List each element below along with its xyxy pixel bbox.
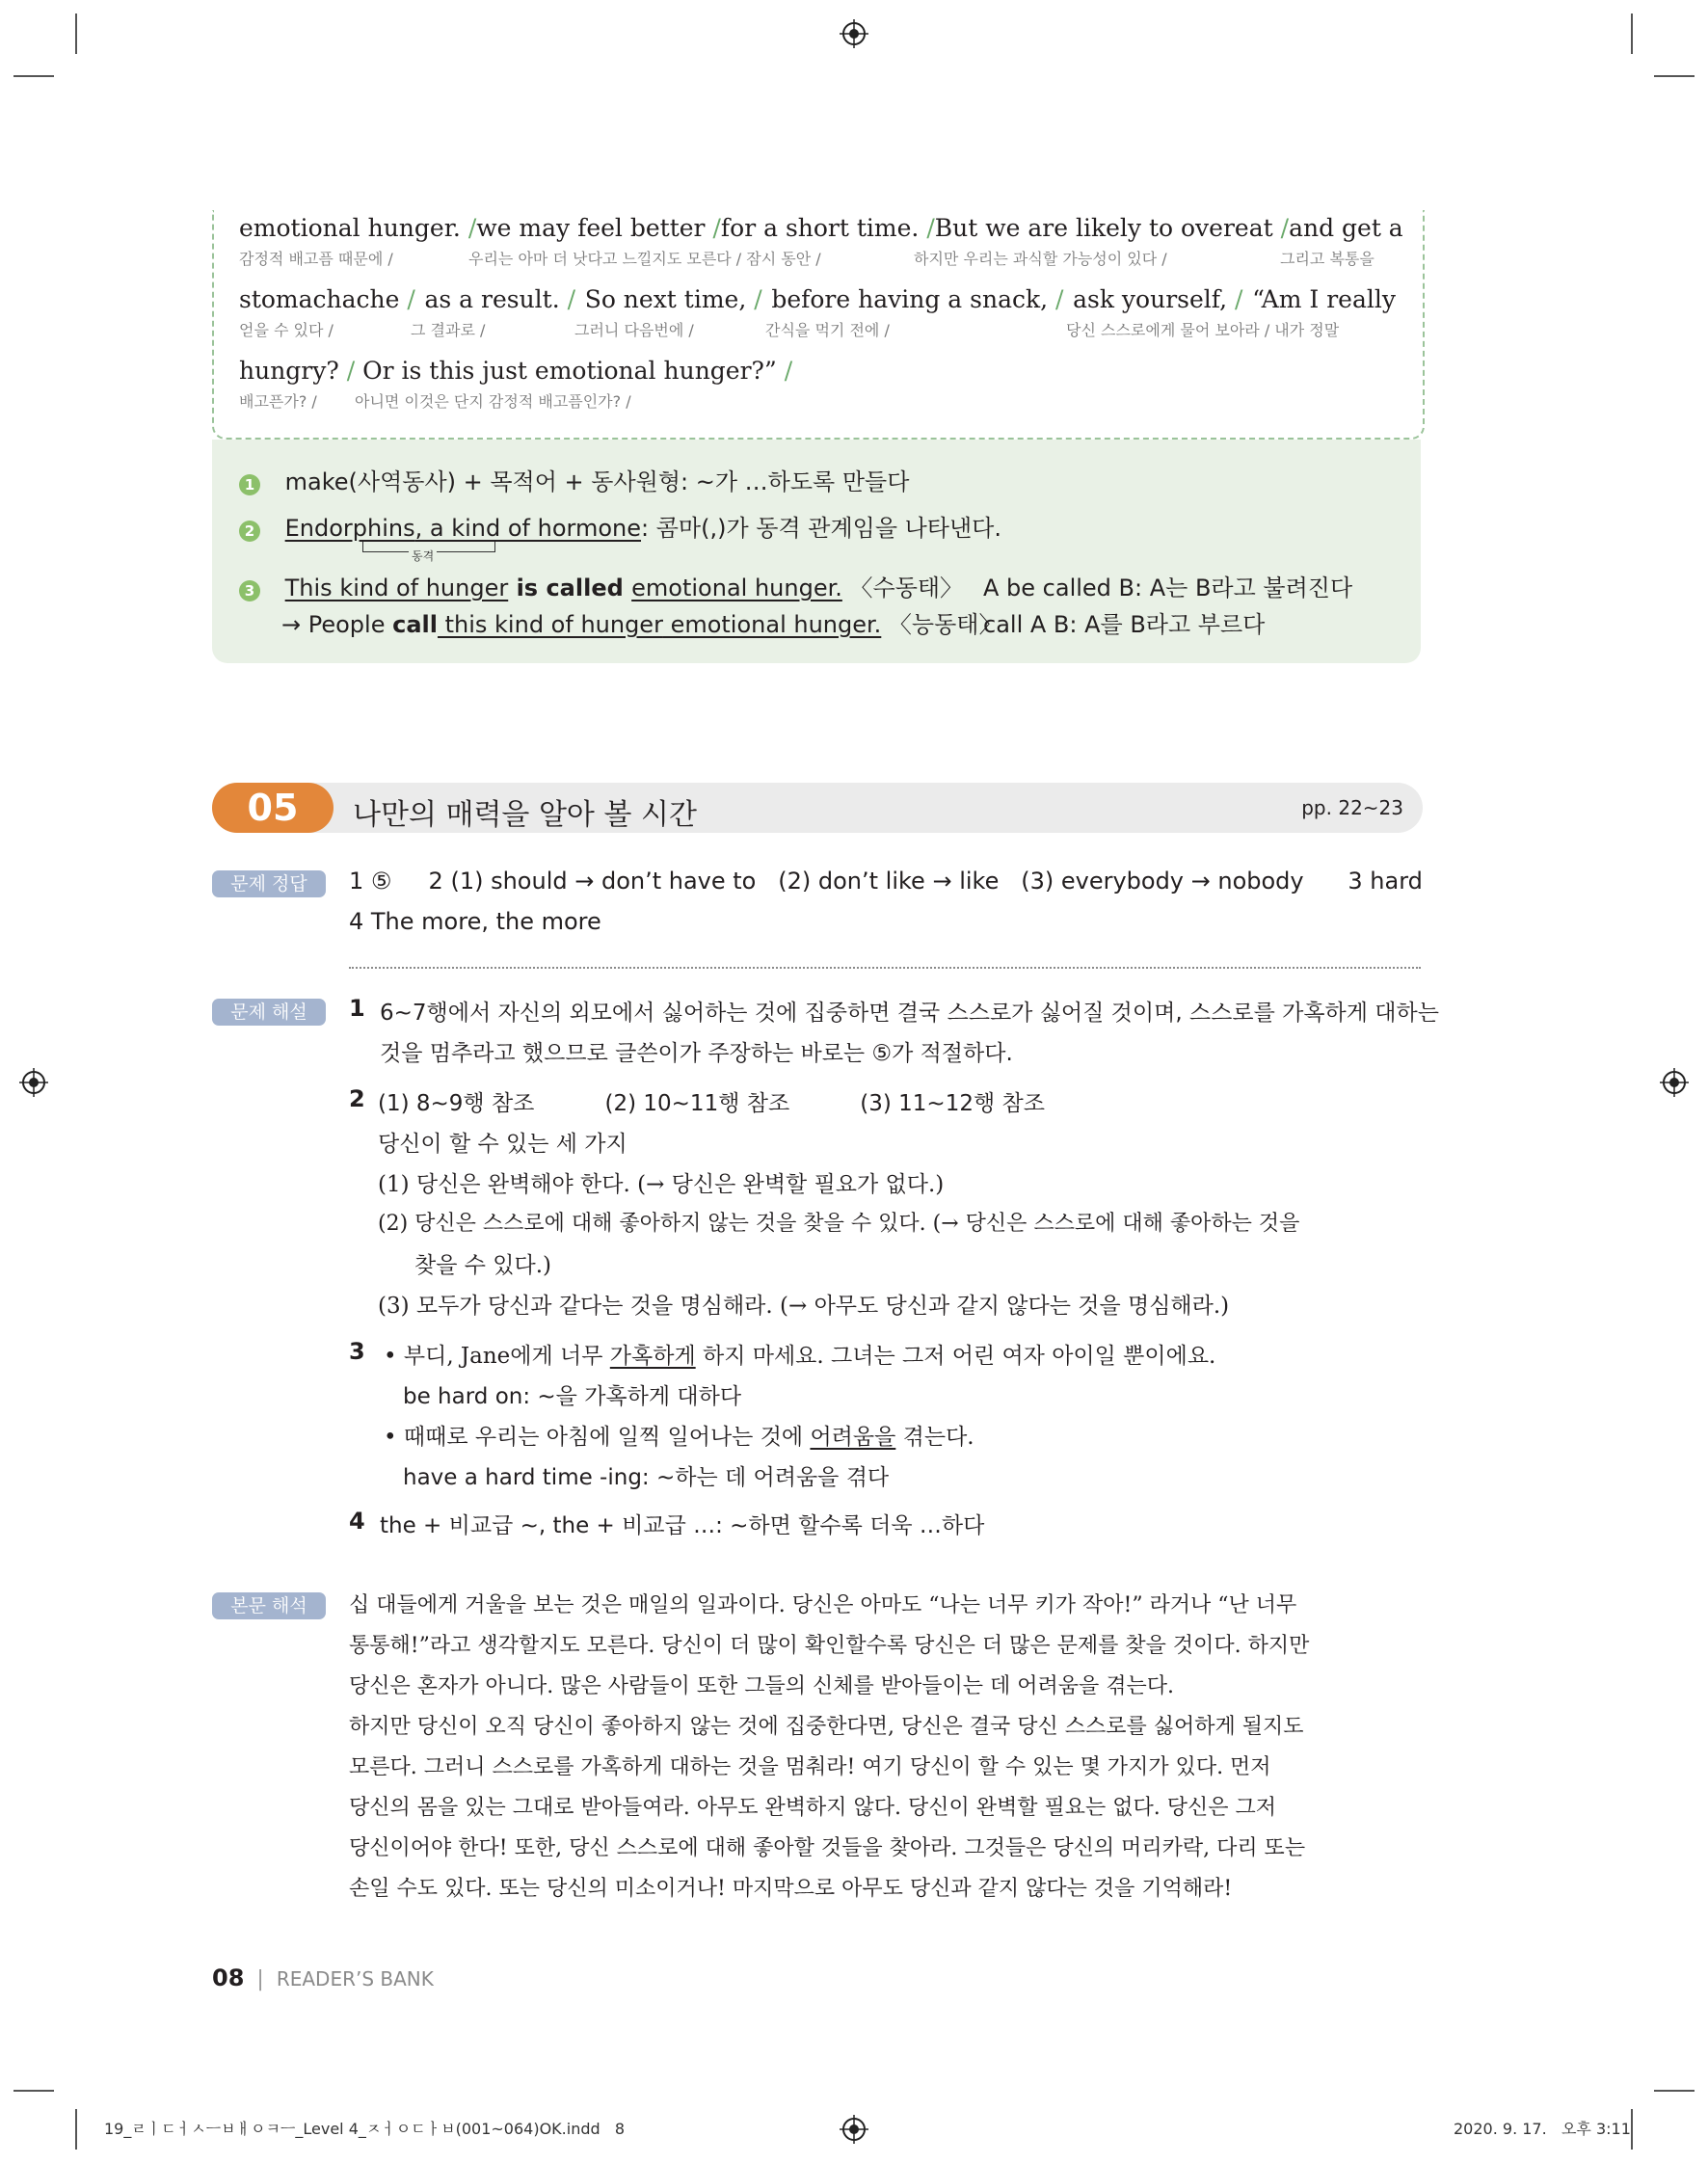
reading-line-3 bbox=[239, 357, 1396, 385]
note-text: make(사역동사) + 목적어 + 동사원형: ~가 …하도록 만들다 bbox=[284, 468, 910, 495]
note-number-badge: 2 bbox=[239, 521, 260, 542]
explanation-tag: 문제 해설 bbox=[212, 999, 326, 1026]
q3-text-2: be hard on: ~을 가혹하게 대하다 bbox=[403, 1384, 742, 1409]
reading-passage-box bbox=[212, 210, 1425, 440]
q2-text-1: 당신이 할 수 있는 세 가지 bbox=[378, 1132, 627, 1157]
reading-line-2 bbox=[239, 285, 1396, 313]
gloss-chunk: 그 결과로 / bbox=[411, 321, 486, 339]
appositive-phrase: , a kind of hormone bbox=[414, 515, 642, 542]
divider bbox=[349, 967, 1421, 969]
reading-chunk: Or is this just emotional hunger?” / bbox=[362, 357, 793, 385]
crop-mark bbox=[13, 75, 54, 77]
gloss-chunk: 그리고 복통을 bbox=[1280, 250, 1374, 268]
registration-mark-icon bbox=[19, 1068, 48, 1097]
gloss-chunk: 얻을 수 있다 / bbox=[239, 321, 334, 339]
crop-mark bbox=[1654, 2090, 1695, 2092]
translation-line: 손일 수도 있다. 또는 당신의 미소이거나! 마지막으로 아무도 당신과 같지 않다는 것을 기억해라! bbox=[349, 1877, 1233, 1901]
q2-text-3: (2) 당신은 스스로에 대해 좋아하지 않는 것을 찾을 수 있다. (→ 당신은 스스로에 대해 좋아하는 것을 bbox=[378, 1212, 1300, 1236]
reading-chunk: hungry? / bbox=[239, 357, 356, 385]
reading-chunk: So next time, / bbox=[584, 285, 762, 313]
footer-separator: | bbox=[256, 1967, 264, 1991]
translation-line: 당신이어야 한다! 또한, 당신 스스로에 대해 좋아할 것들을 찾아라. 그것들은 당신의 머리카락, 다리 또는 bbox=[349, 1836, 1306, 1860]
note-text: : 콤마(,)가 동격 관계임을 나타낸다. bbox=[641, 515, 1001, 542]
q3-sentence: • 때때로 우리는 아침에 일찍 일어나는 것에 bbox=[384, 1425, 811, 1450]
gloss-chunk: 그러니 다음번에 / bbox=[574, 321, 694, 339]
note-voice: 〈능동태〉 bbox=[881, 611, 1002, 638]
q2-number: 2 bbox=[349, 1085, 365, 1112]
note-complement: emotional hunger. bbox=[631, 574, 842, 601]
reading-chunk: before having a snack, / bbox=[771, 285, 1064, 313]
registration-mark-icon bbox=[840, 2115, 868, 2144]
print-file-name: 19_ㄹㅣㄷㅓㅅㅡㅂㅐㅇㅋㅡ_Level 4_ㅈㅓㅇㄷㅏㅂ(001~064)OK.indd 8 bbox=[104, 2120, 626, 2138]
note-number-badge: 1 bbox=[239, 474, 260, 495]
note-number-badge: 3 bbox=[239, 580, 260, 601]
page-footer bbox=[212, 1964, 434, 1991]
crop-mark bbox=[1631, 2109, 1633, 2150]
note-1 bbox=[239, 463, 909, 496]
reading-chunk: stomachache / bbox=[239, 285, 415, 313]
section-header bbox=[212, 783, 1423, 833]
translation-tag: 본문 해석 bbox=[212, 1592, 326, 1619]
q1-number: 1 bbox=[349, 995, 365, 1022]
registration-mark-icon bbox=[840, 19, 868, 48]
gloss-chunk: 간식을 먹기 전에 / bbox=[765, 321, 890, 339]
note-voice: 〈수동태〉 bbox=[841, 574, 964, 601]
q3-text-3 bbox=[384, 1419, 974, 1451]
translation-line: 하지만 당신이 오직 당신이 좋아하지 않는 것에 집중한다면, 당신은 결국 당신 스스로를 싫어하게 될지도 bbox=[349, 1715, 1304, 1739]
page-number: 08 bbox=[212, 1964, 245, 1991]
reading-chunk: emotional hunger. / bbox=[239, 214, 477, 242]
reading-chunk: and get a bbox=[1289, 214, 1403, 242]
reading-chunk: “Am I really bbox=[1252, 285, 1396, 313]
q3-number: 3 bbox=[349, 1338, 365, 1365]
answer-line-1: 1 ⑤ 2 (1) should → don’t have to (2) don’t like → like (3) everybody → nobody 3 hard bbox=[349, 868, 1423, 895]
crop-mark bbox=[1631, 13, 1633, 54]
gloss-chunk: 감정적 배고픔 때문에 / bbox=[239, 250, 393, 268]
q3-text-4: have a hard time -ing: ~하는 데 어려움을 겪다 bbox=[403, 1465, 890, 1490]
q2-text-2: (1) 당신은 완벽해야 한다. (→ 당신은 완벽할 필요가 없다.) bbox=[378, 1172, 945, 1197]
book-title: READER’S BANK bbox=[276, 1967, 434, 1990]
gloss-chunk: 우리는 아마 더 낫다고 느낄지도 모른다 / 잠시 동안 / bbox=[468, 250, 821, 268]
section-pages: pp. 22~23 bbox=[1301, 796, 1403, 819]
q3-text-1 bbox=[384, 1338, 1215, 1370]
note-object: this kind of hunger bbox=[437, 611, 663, 638]
q3-sentence: 하지 마세요. 그녀는 그저 어린 여자 아이일 뿐이에요. bbox=[695, 1344, 1216, 1369]
q2-text-5: (3) 모두가 당신과 같다는 것을 명심해라. (→ 아무도 당신과 같지 않다는 것을 명심해라.) bbox=[378, 1294, 1230, 1319]
gloss-chunk: 당신 스스로에게 물어 보아라 / 내가 정말 bbox=[1066, 321, 1340, 339]
q1-text-1: 6~7행에서 자신의 외모에서 싫어하는 것에 집중하면 결국 스스로가 싫어질 것이며, 스스로를 가혹하게 대하는 bbox=[380, 1001, 1439, 1026]
crop-mark bbox=[13, 2090, 54, 2092]
reading-chunk: as a result. / bbox=[424, 285, 576, 313]
crop-mark bbox=[1654, 75, 1695, 77]
reading-chunk: ask yourself, / bbox=[1073, 285, 1243, 313]
note-3 bbox=[239, 569, 963, 602]
translation-line: 십 대들에게 거울을 보는 것은 매일의 일과이다. 당신은 아마도 “나는 너무 키가 작아!” 라거나 “난 너무 bbox=[349, 1593, 1297, 1617]
translation-line: 당신은 혼자가 아니다. 많은 사람들이 또한 그들의 신체를 받아들이는 데 어려움을 겪는다. bbox=[349, 1674, 1174, 1698]
q2-text-4: 찾을 수 있다.) bbox=[414, 1253, 551, 1278]
gloss-chunk: 아니면 이것은 단지 감정적 배고픔인가? / bbox=[355, 392, 631, 411]
q3-sentence: • 부디, Jane에게 너무 bbox=[384, 1344, 610, 1369]
reading-chunk: we may feel better / bbox=[476, 214, 721, 242]
q3-highlight: 가혹하게 bbox=[609, 1344, 696, 1369]
section-title: 나만의 매력을 알아 볼 시간 bbox=[353, 798, 697, 832]
q4-number: 4 bbox=[349, 1508, 365, 1535]
q4-text: the + 비교급 ~, the + 비교급 …: ~하면 할수록 더욱 …하다 bbox=[380, 1513, 985, 1538]
reading-line-1 bbox=[239, 214, 1403, 242]
q3-sentence: 겪는다. bbox=[895, 1425, 974, 1450]
translation-line: 모른다. 그러니 스스로를 가혹하게 대하는 것을 멈춰라! 여기 당신이 할 수 있는 몇 가지가 있다. 먼저 bbox=[349, 1755, 1271, 1779]
note-3-active bbox=[281, 605, 1001, 639]
q1-text-2: 것을 멈추라고 했으므로 글쓴이가 주장하는 바로는 ⑤가 적절하다. bbox=[380, 1041, 1013, 1066]
appositive-noun: Endorphins bbox=[284, 515, 415, 542]
crop-mark bbox=[75, 2109, 77, 2150]
note-3-rule-1: A be called B: A는 B라고 불려진다 bbox=[983, 574, 1353, 601]
note-text: → People bbox=[281, 611, 393, 638]
print-date: 2020. 9. 17. 오후 3:11 bbox=[1454, 2120, 1631, 2138]
gloss-chunk: 하지만 우리는 과식할 가능성이 있다 / bbox=[914, 250, 1167, 268]
note-complement: emotional hunger. bbox=[662, 611, 882, 638]
reading-chunk: for a short time. / bbox=[720, 214, 935, 242]
q2-refs: (1) 8~9행 참조 (2) 10~11행 참조 (3) 11~12행 참조 bbox=[378, 1091, 1045, 1116]
translation-line: 당신의 몸을 있는 그대로 받아들여라. 아무도 완벽하지 않다. 당신이 완벽할 필요는 없다. 당신은 그저 bbox=[349, 1796, 1276, 1820]
grammar-notes-box bbox=[212, 440, 1421, 663]
note-2 bbox=[239, 509, 1001, 543]
appositive-label: 동격 bbox=[409, 548, 437, 564]
gloss-chunk: 배고픈가? / bbox=[239, 392, 317, 411]
answer-tag: 문제 정답 bbox=[212, 870, 326, 897]
note-3-rule-2: call A B: A를 B라고 부르다 bbox=[983, 611, 1266, 638]
note-subject: This kind of hunger bbox=[284, 574, 509, 601]
crop-mark bbox=[75, 13, 77, 54]
note-verb: call bbox=[392, 611, 438, 638]
section-number: 05 bbox=[212, 783, 334, 833]
translation-line: 통통해!”라고 생각할지도 모른다. 당신이 더 많이 확인할수록 당신은 더 많은 문제를 찾을 것이다. 하지만 bbox=[349, 1634, 1310, 1658]
reading-chunk: But we are likely to overeat / bbox=[934, 214, 1290, 242]
note-verb: is called bbox=[508, 574, 632, 601]
q3-highlight: 어려움을 bbox=[810, 1425, 896, 1450]
registration-mark-icon bbox=[1660, 1068, 1689, 1097]
answer-line-2: 4 The more, the more bbox=[349, 908, 601, 935]
